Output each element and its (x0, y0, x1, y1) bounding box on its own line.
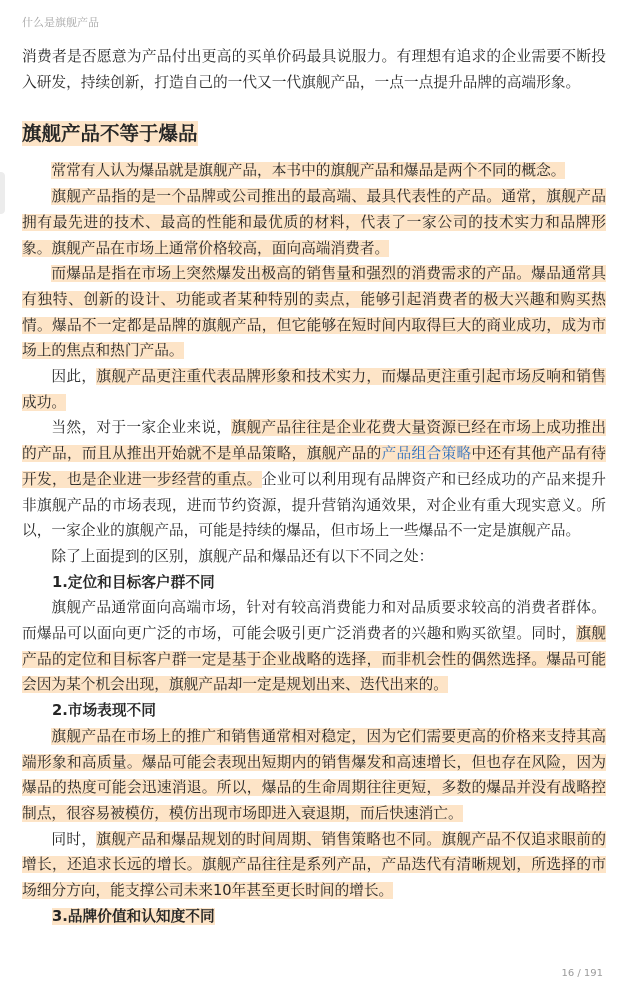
paragraph-4 (22, 364, 606, 415)
subheading-3 (22, 904, 606, 930)
text: 企业可以利用现有品牌资产和已经成功的产品来提升非旗舰产品的市场表现，进而节约资源，提升营销沟通效果，对企业有重大现实意义。所以，一家企业的旗舰产品，可能是持续的爆品，但市场上一些爆品不一定是旗舰产品。 (22, 470, 606, 540)
paragraph-8 (22, 724, 606, 827)
page-content (22, 44, 606, 930)
side-edge-tab[interactable] (0, 172, 5, 214)
highlight[interactable]: 旗舰产品更注重代表品牌形象和技术实力，而爆品更注重引起市场反响和销售成功。 (22, 368, 606, 411)
subheading-1: 1.定位和目标客户群不同 (52, 573, 215, 591)
highlight[interactable]: 旗舰产品指的是一个品牌或公司推出的最高端、最具代表性的产品。通常，旗舰产品拥有最先进的技术、最高的性能和最优质的材料，代表了一家公司的技术实力和品牌形象。旗舰产品在市场上通常价格较高，面向高端消费者。 (22, 188, 606, 257)
intro-paragraph: 消费者是否愿意为产品付出更高的买单价码最具说服力。有理想有追求的企业需要不断投入研发，持续创新，打造自己的一代又一代旗舰产品，一点一点提升品牌的高端形象。 (22, 48, 606, 91)
section-heading (22, 118, 606, 150)
highlight[interactable]: 旗舰产品在市场上的推广和销售通常相对稳定，因为它们需要更高的价格来支持其高端形象和高质量。爆品可能会表现出短期内的销售爆发和高速增长，但也存在风险，因为爆品的热度可能会迅速消退。所以，爆品的生命周期往往更短，多数的爆品并没有战略控制点，很容易被模仿，模仿出现市场即进入衰退期，而后快速消亡。 (22, 727, 606, 822)
paragraph-5 (22, 415, 606, 544)
text: 旗舰产品通常面向高端市场，针对有较高消费能力和对品质要求较高的消费者群体。而爆品可以面向更广泛的市场，可能会吸引更广泛消费者的兴趣和购买欲望。同时， (22, 599, 606, 643)
paragraph-3 (22, 261, 606, 364)
highlight[interactable]: 旗舰产品的定位和目标客户群一定是基于企业战略的选择，而非机会性的偶然选择。爆品可能会因为某个机会出现，旗舰产品却一定是规划出来、迭代出来的。 (22, 625, 606, 694)
highlight[interactable]: 旗舰产品和爆品规划的时间周期、销售策略也不同。旗舰产品不仅追求眼前的增长，还追求长远的增长。旗舰产品往往是系列产品，产品迭代有清晰规划，所选择的市场细分方向，能支撑公司未来10年甚至更长时间的增长。 (22, 830, 606, 900)
text: 当然，对于一家企业来说， (51, 419, 232, 437)
paragraph-1 (22, 158, 606, 184)
paragraph-9 (22, 827, 606, 904)
subheading-2: 2.市场表现不同 (52, 702, 156, 720)
highlight[interactable]: 而爆品是指在市场上突然爆发出极高的销售量和强烈的消费需求的产品。爆品通常具有独特、创新的设计、功能或者某种特别的卖点，能够引起消费者的极大兴趣和购买热情。爆品不一定都是品牌的旗舰产品，但它能够在短时间内取得巨大的商业成功，成为市场上的焦点和热门产品。 (22, 265, 606, 360)
text: 中还有其他产品有待开发，也是企业进一步经营的重点。 (22, 445, 606, 488)
text: 因此， (51, 368, 97, 386)
page-number: 16 / 191 (561, 968, 603, 979)
text: 旗舰产品往往是企业花费大量资源已经在市场上成功推出的产品，而且从推出开始就不是单品策略，旗舰产品的 (22, 419, 606, 463)
text: 同时， (51, 830, 97, 848)
highlight[interactable]: 常常有人认为爆品就是旗舰产品，本书中的旗舰产品和爆品是两个不同的概念。 (51, 162, 566, 180)
section-heading-text[interactable]: 旗舰产品不等于爆品 (22, 122, 198, 146)
paragraph-7 (22, 595, 606, 698)
product-portfolio-link[interactable]: 产品组合策略 (381, 445, 472, 463)
chapter-title: 什么是旗舰产品 (22, 16, 99, 29)
paragraph-6: 除了上面提到的区别，旗舰产品和爆品还有以下不同之处： (51, 547, 434, 565)
paragraph-2 (22, 184, 606, 261)
highlight[interactable]: 3.品牌价值和认知度不同 (52, 907, 215, 925)
